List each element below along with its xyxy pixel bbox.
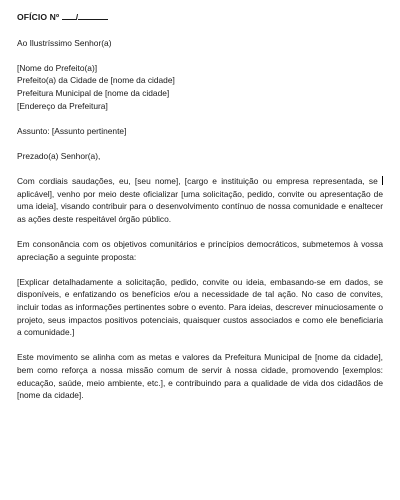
number-blank xyxy=(62,10,76,20)
recipient-institution: Prefeitura Municipal de [nome da cidade] xyxy=(17,87,170,98)
paragraph-intro xyxy=(17,175,383,225)
text-cursor xyxy=(382,176,383,185)
year-blank xyxy=(75,10,108,22)
document-title xyxy=(17,10,383,24)
subject-line: Assunto: [Assunto pertinente] xyxy=(17,125,127,136)
paragraph-proposal-intro: Em consonância com os objetivos comunitários e princípios democráticos, submetemos à vossa apreciação a seguinte proposta: xyxy=(17,239,383,262)
paragraph-intro-lead: Com cordiais saudações, eu, [seu nome], [cargo e instituição ou empresa representada, se xyxy=(17,176,382,187)
paragraph-proposal-detail: [Explicar detalhadamente a solicitação, pedido, convite ou ideia, embasando-se em dados, se disponíveis, e enfatizando os benefícios e/ou a necessidade de tal ação. No caso de convites, incluir todas as informações pertinentes sobre o evento. Para ideias, descrever minuciosamente o projeto, seus impactos positivos potenciais, quaisquer custos associados e como ele beneficiaria a comunidade.] xyxy=(17,276,383,338)
recipient-address: [Endereço da Prefeitura] xyxy=(17,100,108,111)
paragraph-alignment: Este movimento se alinha com as metas e valores da Prefeitura Municipal de [nome da cidade], bem como reforça a nossa missão comum de servir à nossa cidade, promovendo [exemplos: educação, saúde, meio ambiente, etc.], e contribuindo para a qualidade de vida dos cidadãos de [nome da cidade]. xyxy=(17,352,383,401)
recipient-block xyxy=(17,62,383,112)
recipient-title: Prefeito(a) da Cidade de [nome da cidade] xyxy=(17,75,175,86)
recipient-name: [Nome do Prefeito(a)] xyxy=(17,62,98,73)
document-page xyxy=(17,10,383,414)
salutation-line: Ao Ilustríssimo Senhor(a) xyxy=(17,37,112,48)
greeting-line: Prezado(a) Senhor(a), xyxy=(17,150,101,161)
title-prefix: OFÍCIO Nº xyxy=(17,12,62,22)
paragraph-intro-rest: aplicável], venho por meio deste oficializar [uma solicitação, pedido, convite ou apresentação de uma ideia], visando contribuir para o desenvolvimento contínuo de nossa comunidade e enaltecer as ações deste respeitável órgão público. xyxy=(17,188,383,224)
title-slash: / xyxy=(75,12,79,22)
